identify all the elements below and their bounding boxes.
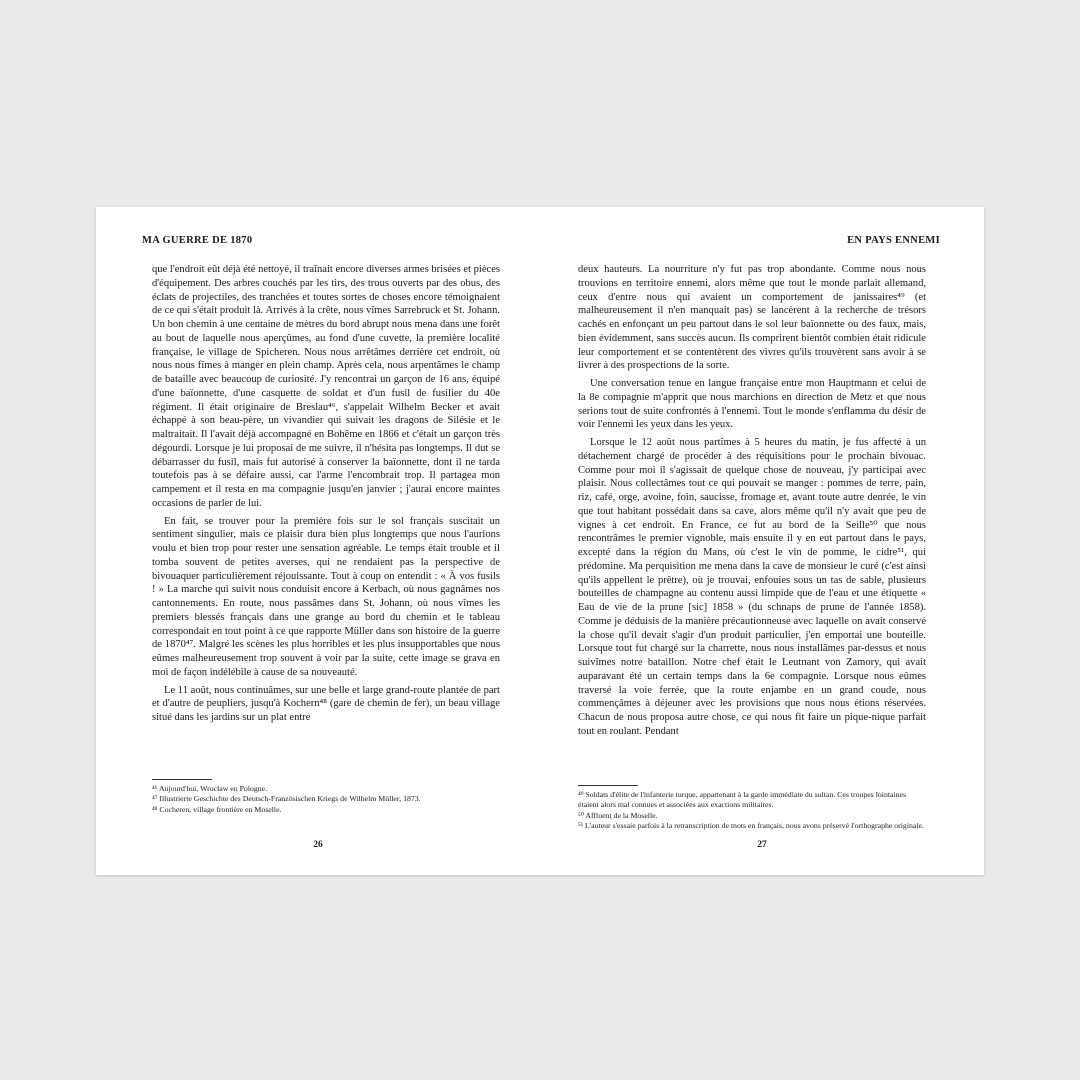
book-spread	[96, 207, 984, 875]
right-page	[540, 207, 984, 875]
paragraph: que l'endroit eût déjà été nettoyé, il traînait encore diverses armes brisées et pièces d'équipement. Des arbres couchés par les tirs, des trous ouverts par des obus, des éclats de projectiles, des tranchées et toutes sortes de choses encore témoignaient de ce qui s'était produit là. Arrivés à la crête, nous vîmes Sarrebruck et St. Johann. Un bon chemin à une centaine de mètres du bord abrupt nous mena dans une forêt au bout de laquelle nous aperçûmes, au fond d'une cuvette, la première localité française, le village de Spicheren. Nous nous arrêtâmes derrière cet endroit, où nous nous fîmes à manger en plein champ. Après cela, nous arpentâmes le champ de bataille avec beaucoup de curiosité. J'y rencontrai un garçon de 16 ans, équipé d'une baïonnette, d'une casquette de soldat et d'un fusil de fusilier du 40e régiment. Il était originaire de Breslau⁴⁶, s'appelait Wilhelm Becker et avait échappé à son beau-père, un vivandier qui suivait les dragons de Silésie et le maltraitait. Il l'avait déjà accompagné en Bohême en 1866 et c'était un garçon très dégourdi. Lorsque je lui proposai de me suivre, il n'hésita pas longtemps. Il dut se débarrasser du fusil, mais fut autorisé à conserver la baïonnette, dont il ne tarda toutefois pas à se défaire aussi, car l'arme l'encombrait trop. Il partagea mon campement et il resta en ma compagnie jusqu'en janvier ; j'aurai encore maintes occasions de parler de lui.	[152, 264, 500, 509]
left-page	[96, 207, 540, 875]
left-footnotes	[152, 779, 500, 815]
paragraph: Lorsque le 12 août nous partîmes à 5 heures du matin, je fus affecté à un détachement chargé de procéder à des réquisitions pour le prochain bivouac. Comme pour moi il s'agissait de quelque chose de nouveau, j'y participai avec plaisir. Nous collectâmes tout ce qui pouvait se manger : pommes de terre, pain, riz, café, orge, avoine, foin, saucisse, fromage et, avant toute autre denrée, le vin que tout habitant possédait dans sa cave, alors même qu'il n'y avait que peu de vignes à cet endroit. En France, ce fut au bord de la Seille⁵⁰ que nous rencontrâmes le premier vignoble, mais ensuite il y en eut partout dans le pays, excepté dans la région du Mans, où c'est le vin de pomme, le cidre⁵¹, qui prédomine. Ma perquisition me mena dans la cave de monsieur le curé (c'est ainsi qu'ils appellent le prêtre), où je trouvai, enfouies sous un tas de sable, plusieurs bouteilles de champagne au contenu aussi limpide que de l'eau et une étiquette « Eau de vie de la prune [sic] 1858 » (du schnaps de prune de l'année 1858). Comme je déduisis de la manière précautionneuse avec laquelle on avait conservé la chose qu'il devait s'agir d'un produit particulier, j'en emportai une bouteille. Lorsque tout fut chargé sur la charrette, nous nous installâmes par-dessus et nous suivîmes notre bataillon. Notre chef était le Leutnant von Zamory, qui avait auparavant été un certain temps dans la 6e compagnie. Lorsque nous eûmes traversé la voie ferrée, que la route enjambe en un grand coude, nous commençâmes à déjeuner avec les provisions que nous nous étions réservées. Chacun de nous proposa autre chose, ce qui nous fit faire un pique-nique parfait tout en roulant. Pendant	[578, 437, 926, 737]
paragraph: Le 11 août, nous continuâmes, sur une belle et large grand-route plantée de part et d'autre de peupliers, jusqu'à Kochern⁴⁸ (gare de chemin de fer), un beau village situé dans les jardins sur un plat entre	[152, 684, 500, 723]
page-number-left: 26	[313, 840, 323, 850]
paragraph: deux hauteurs. La nourriture n'y fut pas trop abondante. Comme nous nous trouvions en territoire ennemi, alors même que tout le monde parlait allemand, ceux d'entre nous qui avaient un comportement de janissaires⁴⁹ (et malheureusement il n'en manquait pas) se lancèrent à la recherche de trésors cachés en enfonçant un peu partout dans le sol leur baïonnette ou des faux, mais, bien évidemment, sans succès aucun. Ils comprirent bientôt combien était ridicule leur comportement et se contentèrent des vivres qu'ils trouvèrent sans avoir à se livrer à des prospections de la sorte.	[578, 264, 926, 372]
footnote: ⁵⁰ Affluent de la Moselle.	[578, 810, 658, 820]
paragraph: Une conversation tenue en langue française entre mon Hauptmann et celui de la 8e compagnie m'apprit que nous marchions en direction de Metz et que nous serions tout de suite confrontés à l'ennemi. Tout le monde s'enflamma du désir de voir l'ennemi les yeux dans les yeux.	[578, 378, 926, 431]
running-header-right: EN PAYS ENNEMI	[847, 235, 940, 246]
running-header-left: MA GUERRE DE 1870	[142, 235, 253, 246]
footnote: ⁵¹ L'auteur s'essaie parfois à la retranscription de mots en français, nous avons préservé l'orthographe originale.	[578, 821, 924, 831]
footnote: ⁴⁷ Illustrierte Geschichte des Deutsch-Französischen Kriegs de Wilhelm Müller, 1873.	[152, 794, 421, 804]
paragraph: En fait, se trouver pour la première fois sur le sol français suscitait un sentiment singulier, mais ce plaisir dura bien plus longtemps que nous l'aurions voulu et bien trop pour rester une sensation agréable. Le temps était trouble et il tomba souvent de petites averses, qui ne rendaient pas la perspective de bivouaquer particulièrement réjouissante. Tout à coup on entendit : « À vos fusils ! » La marche qui suivit nous conduisit encore à Kerbach, où nous gagnâmes nos cantonnements. En route, nous passâmes dans St. Johann, où nous vîmes les premiers blessés français dans une grange au bord du chemin et le tableau correspondait en tout point à ce que rapporte Müller dans son histoire de la guerre de 1870⁴⁷. Malgré les scènes les plus horribles et les plus insupportables que nous eûmes malheureusement trop souvent à voir par la suite, cette image se grava en moi de façon indélébile à cause de sa nouveauté.	[152, 515, 500, 678]
left-page-body	[152, 263, 500, 729]
footnote-rule	[152, 779, 212, 780]
right-page-body	[578, 263, 926, 743]
footnote: ⁴⁹ Soldats d'élite de l'infanterie turque, appartenant à la garde immédiate du sultan. Ces troupes lointaines étaient alors mal connues et associées aux exactions militaires.	[578, 790, 907, 810]
page-number-right: 27	[757, 840, 767, 850]
footnote: ⁴⁶ Aujourd'hui, Wrocław en Pologne.	[152, 784, 268, 793]
footnote: ⁴⁸ Cocheren, village frontière en Moselle.	[152, 804, 282, 814]
footnote-rule	[578, 785, 638, 786]
right-footnotes	[578, 785, 926, 832]
